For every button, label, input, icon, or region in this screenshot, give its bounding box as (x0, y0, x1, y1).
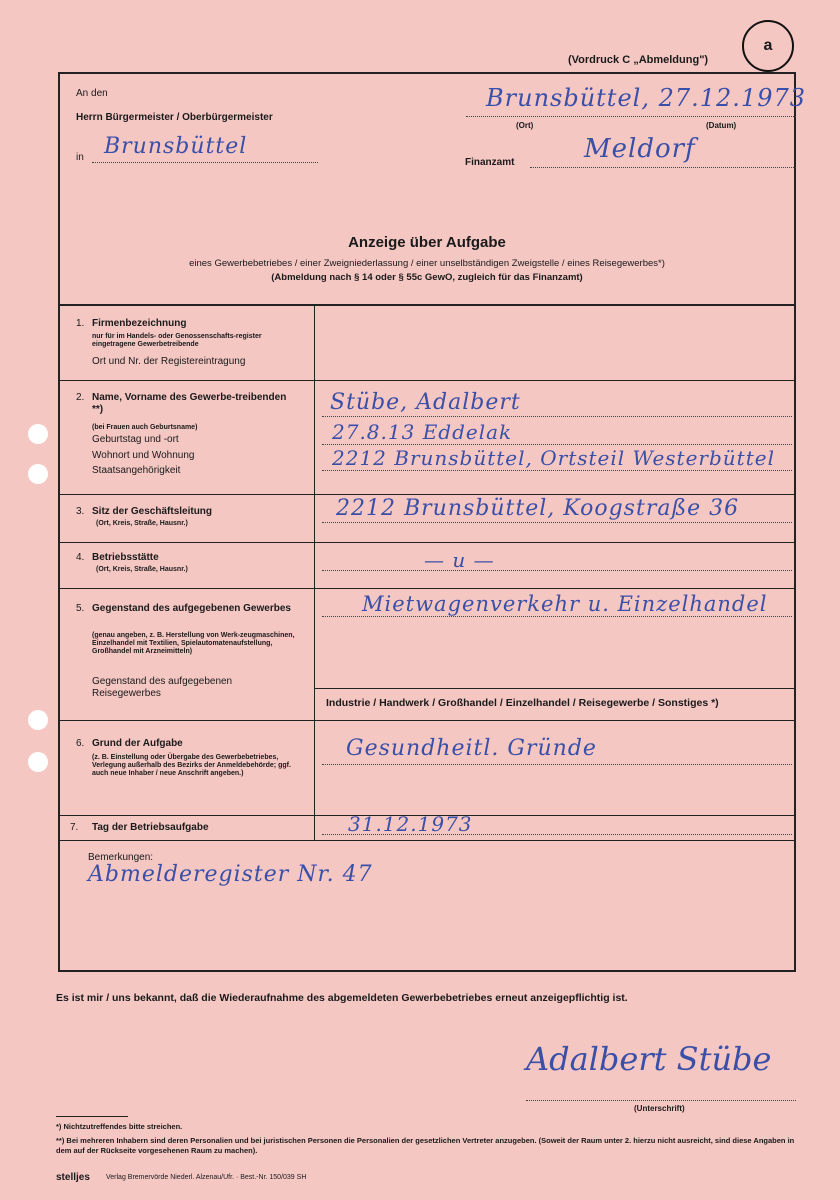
row7-value[interactable]: 31.12.1973 (348, 812, 473, 836)
addressee-in-dots (92, 162, 318, 163)
row2-number: 2. (76, 392, 85, 403)
form-letter-circle: a (742, 20, 794, 72)
row5-value[interactable]: Mietwagenverkehr u. Einzelhandel (362, 592, 768, 616)
row1-number: 1. (76, 318, 85, 329)
row7-label: Tag der Betriebsaufgabe (92, 822, 209, 833)
answer-dots (322, 764, 792, 765)
form-subtitle: eines Gewerbebetriebes / einer Zweigniederlassung / einer unselbständigen Zweigstelle / eines Reisegewerbes*) (189, 258, 665, 269)
addressee-in-value[interactable]: Brunsbüttel (104, 134, 248, 159)
row4-sublabel: (Ort, Kreis, Straße, Hausnr.) (96, 566, 188, 573)
place-date-dots (466, 116, 796, 117)
row-divider (58, 720, 796, 721)
row1-sublabel: nur für im Handels- oder Genossenschafts-register eingetragene Gewerbetreibende (92, 333, 262, 349)
row-divider (58, 840, 796, 841)
punch-hole (28, 424, 48, 444)
answer-dots (322, 616, 792, 617)
footnote-1: *) Nichtzutreffendes bitte streichen. (56, 1122, 183, 1131)
row3-value[interactable]: 2212 Brunsbüttel, Koogstraße 36 (336, 496, 740, 521)
signature-label: (Unterschrift) (634, 1104, 685, 1113)
row1-extra: Ort und Nr. der Registereintragung (92, 356, 246, 367)
punch-hole (28, 464, 48, 484)
row3-number: 3. (76, 506, 85, 517)
row5-number: 5. (76, 603, 85, 614)
row5-extra: Gegenstand des aufgegebenen Reisegewerbes (92, 676, 233, 699)
row2-sublabel: (bei Frauen auch Geburtsname) (92, 424, 198, 431)
row7-number: 7. (70, 822, 79, 833)
signature-dots (526, 1100, 796, 1101)
punch-hole (28, 752, 48, 772)
row1-label: Firmenbezeichnung (92, 318, 187, 329)
row-divider (58, 542, 796, 543)
addressee-line2: Herrn Bürgermeister / Oberbürgermeister (76, 112, 273, 123)
row6-number: 6. (76, 738, 85, 749)
answer-dots (322, 470, 792, 471)
footnote-rule (56, 1116, 128, 1117)
form-title: Anzeige über Aufgabe (348, 234, 506, 251)
answer-dots (322, 522, 792, 523)
punch-hole (28, 710, 48, 730)
row4-number: 4. (76, 552, 85, 563)
row2-extra1: Geburtstag und -ort (92, 434, 179, 445)
remarks-label: Bemerkungen: (88, 852, 154, 863)
row-divider (58, 380, 796, 381)
notice-text: Es ist mir / uns bekannt, daß die Wiederaufnahme des abgemeldeten Gewerbebetriebes erneut anzeigepflichtig ist. (56, 992, 628, 1004)
finanzamt-label: Finanzamt (465, 157, 515, 168)
table-top-rule (58, 304, 796, 306)
answer-dots (322, 416, 792, 417)
answer-dots (322, 444, 792, 445)
addressee-line1: An den (76, 88, 108, 99)
row6-sublabel: (z. B. Einstellung oder Übergabe des Gewerbebetriebes, Verlegung außerhalb des Bezirks der Anmeldebehörde; ggf. auch neue Inhaber / neue Anschrift angeben.) (92, 754, 291, 778)
place-date-value[interactable]: Brunsbüttel, 27.12.1973 (486, 84, 806, 112)
finanzamt-value[interactable]: Meldorf (584, 134, 696, 164)
row6-label: Grund der Aufgabe (92, 738, 183, 749)
row2-value-residence[interactable]: 2212 Brunsbüttel, Ortsteil Westerbüttel (332, 446, 775, 470)
row3-label: Sitz der Geschäftsleitung (92, 506, 213, 517)
answer-dots (322, 570, 792, 571)
table-column-divider (314, 304, 315, 840)
ort-label: (Ort) (516, 121, 534, 130)
row2-label: Name, Vorname des Gewerbe-treibenden **) (92, 392, 287, 415)
row5-sublabel: (genau angeben, z. B. Herstellung von Werk-zeugmaschinen, Einzelhandel mit Textilien, Spielautomatenaufstellung, Großhandel mit Arzneimitteln) (92, 632, 295, 656)
row-divider (58, 494, 796, 495)
row2-value-name[interactable]: Stübe, Adalbert (330, 390, 521, 415)
row3-sublabel: (Ort, Kreis, Straße, Hausnr.) (96, 520, 188, 527)
row-divider (58, 588, 796, 589)
remarks-value[interactable]: Abmelderegister Nr. 47 (88, 862, 373, 887)
footnote-2: **) Bei mehreren Inhabern sind deren Personalien und bei juristischen Personen die Personalien der gesetzlichen Vertreter anzugeben. (Soweit der Raum unter 2. hierzu nicht ausreicht, sind diese Angaben in dem auf der Rückseite vorgesehenen Raum zu machen). (56, 1136, 795, 1155)
row2-extra3: Staatsangehörigkeit (92, 465, 181, 476)
signature-value[interactable]: Adalbert Stübe (526, 1040, 772, 1078)
finanzamt-dots (530, 167, 796, 168)
row2-value-birth[interactable]: 27.8.13 Eddelak (332, 420, 513, 444)
form-tag: (Vordruck C „Abmeldung") (568, 54, 709, 66)
row5-label: Gegenstand des aufgegebenen Gewerbes (92, 603, 291, 614)
addressee-in-label: in (76, 152, 84, 163)
publisher-text: Verlag Bremervörde Niederl. Alzenau/Ufr. · Best.-Nr. 150/039 SH (106, 1174, 307, 1181)
row5-category-line: Industrie / Handwerk / Großhandel / Einzelhandel / Reisegewerbe / Sonstiges *) (326, 697, 719, 709)
row2-extra2: Wohnort und Wohnung (92, 450, 195, 461)
row6-value[interactable]: Gesundheitl. Gründe (346, 736, 597, 761)
category-divider (314, 688, 796, 689)
row4-label: Betriebsstätte (92, 552, 159, 563)
publisher-brand: stelljes (56, 1172, 90, 1183)
row4-value[interactable]: — u — (424, 548, 495, 572)
form-subtitle2: (Abmeldung nach § 14 oder § 55c GewO, zugleich für das Finanzamt) (271, 272, 583, 283)
datum-label: (Datum) (706, 121, 737, 130)
